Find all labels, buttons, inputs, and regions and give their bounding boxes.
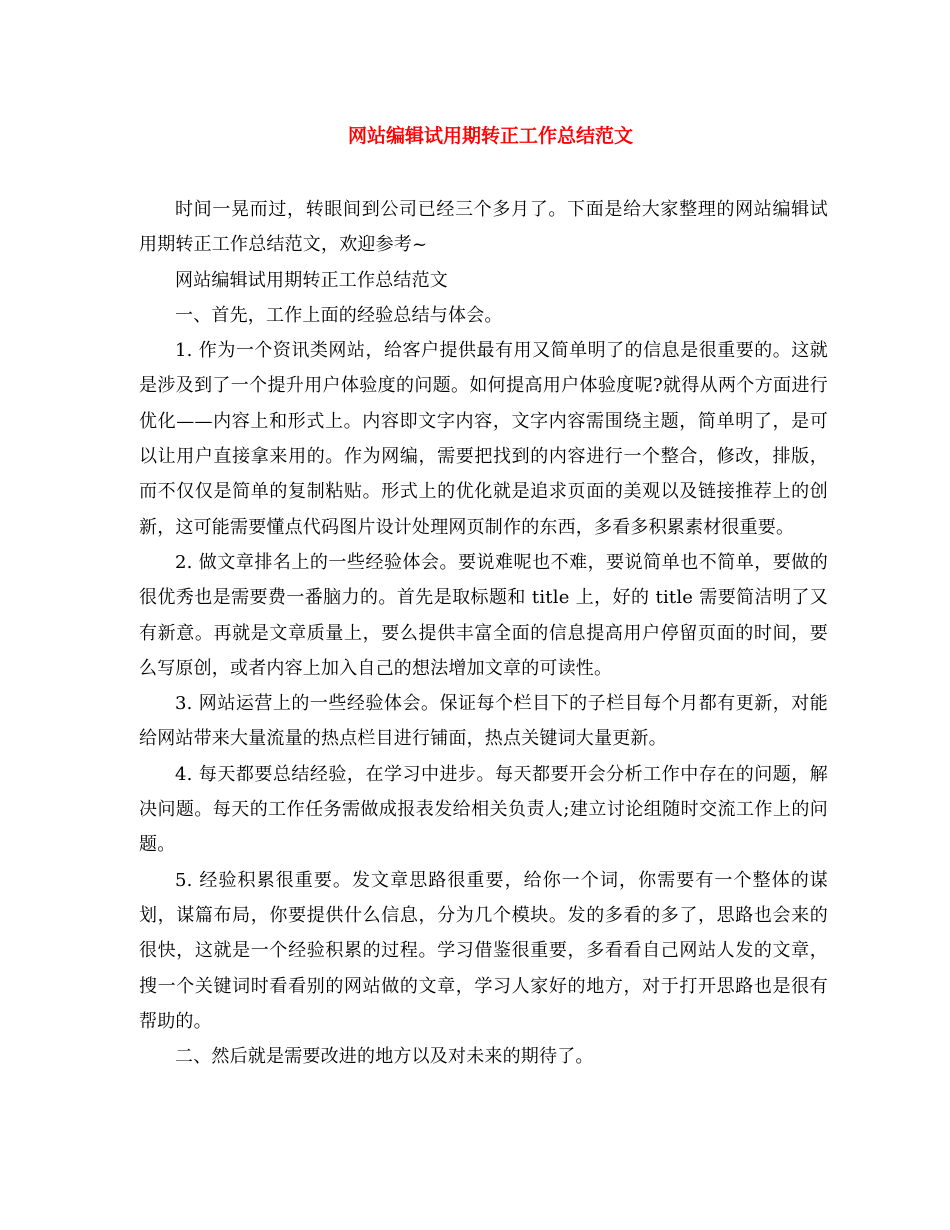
document-title: 网站编辑试用期转正工作总结范文 <box>347 125 633 147</box>
paragraph-intro: 时间一晃而过，转眼间到公司已经三个多月了。下面是给大家整理的网站编辑试用期转正工作总结范文，欢迎参考~ <box>139 199 828 256</box>
section-heading-2: 二、然后就是需要改进的地方以及对未来的期待了。 <box>175 1046 594 1068</box>
paragraph-item-3: 3. 网站运营上的一些经验体会。保证每个栏目下的子栏目每个月都有更新，对能给网站带来大量流量的热点栏目进行铺面，热点关键词大量更新。 <box>139 693 828 750</box>
paragraph-subtitle: 网站编辑试用期转正工作总结范文 <box>175 269 448 291</box>
paragraph-item-2: 2. 做文章排名上的一些经验体会。要说难呢也不难，要说简单也不简单，要做的很优秀也是需要费一番脑力的。首先是取标题和 title 上，好的 title 需要简洁明了又有新意。再就是文章质量上，要么提供丰富全面的信息提高用户停留页面的时间，要么写原创，或者内容上加入自己的想法增加文章的可读性。 <box>139 551 828 679</box>
document-body <box>139 192 828 1074</box>
section-heading-1: 一、首先，工作上面的经验总结与体会。 <box>175 304 503 326</box>
paragraph-item-5: 5. 经验积累很重要。发文章思路很重要，给你一个词，你需要有一个整体的谋划，谋篇布局，你要提供什么信息，分为几个模块。发的多看的多了，思路也会来的很快，这就是一个经验积累的过程。学习借鉴很重要，多看看自己网站人发的文章，搜一个关键词时看看别的网站做的文章，学习人家好的地方，对于打开思路也是很有帮助的。 <box>139 869 828 1032</box>
paragraph-item-1: 1. 作为一个资讯类网站，给客户提供最有用又简单明了的信息是很重要的。这就是涉及到了一个提升用户体验度的问题。如何提高用户体验度呢?就得从两个方面进行优化——内容上和形式上。内容即文字内容，文字内容需围绕主题，简单明了，是可以让用户直接拿来用的。作为网编，需要把找到的内容进行一个整合，修改，排版，而不仅仅是简单的复制粘贴。形式上的优化就是追求页面的美观以及链接推荐上的创新，这可能需要懂点代码图片设计处理网页制作的东西，多看多积累素材很重要。 <box>139 340 828 538</box>
paragraph-item-4: 4. 每天都要总结经验，在学习中进步。每天都要开会分析工作中存在的问题，解决问题。每天的工作任务需做成报表发给相关负责人;建立讨论组随时交流工作上的问题。 <box>139 763 828 856</box>
